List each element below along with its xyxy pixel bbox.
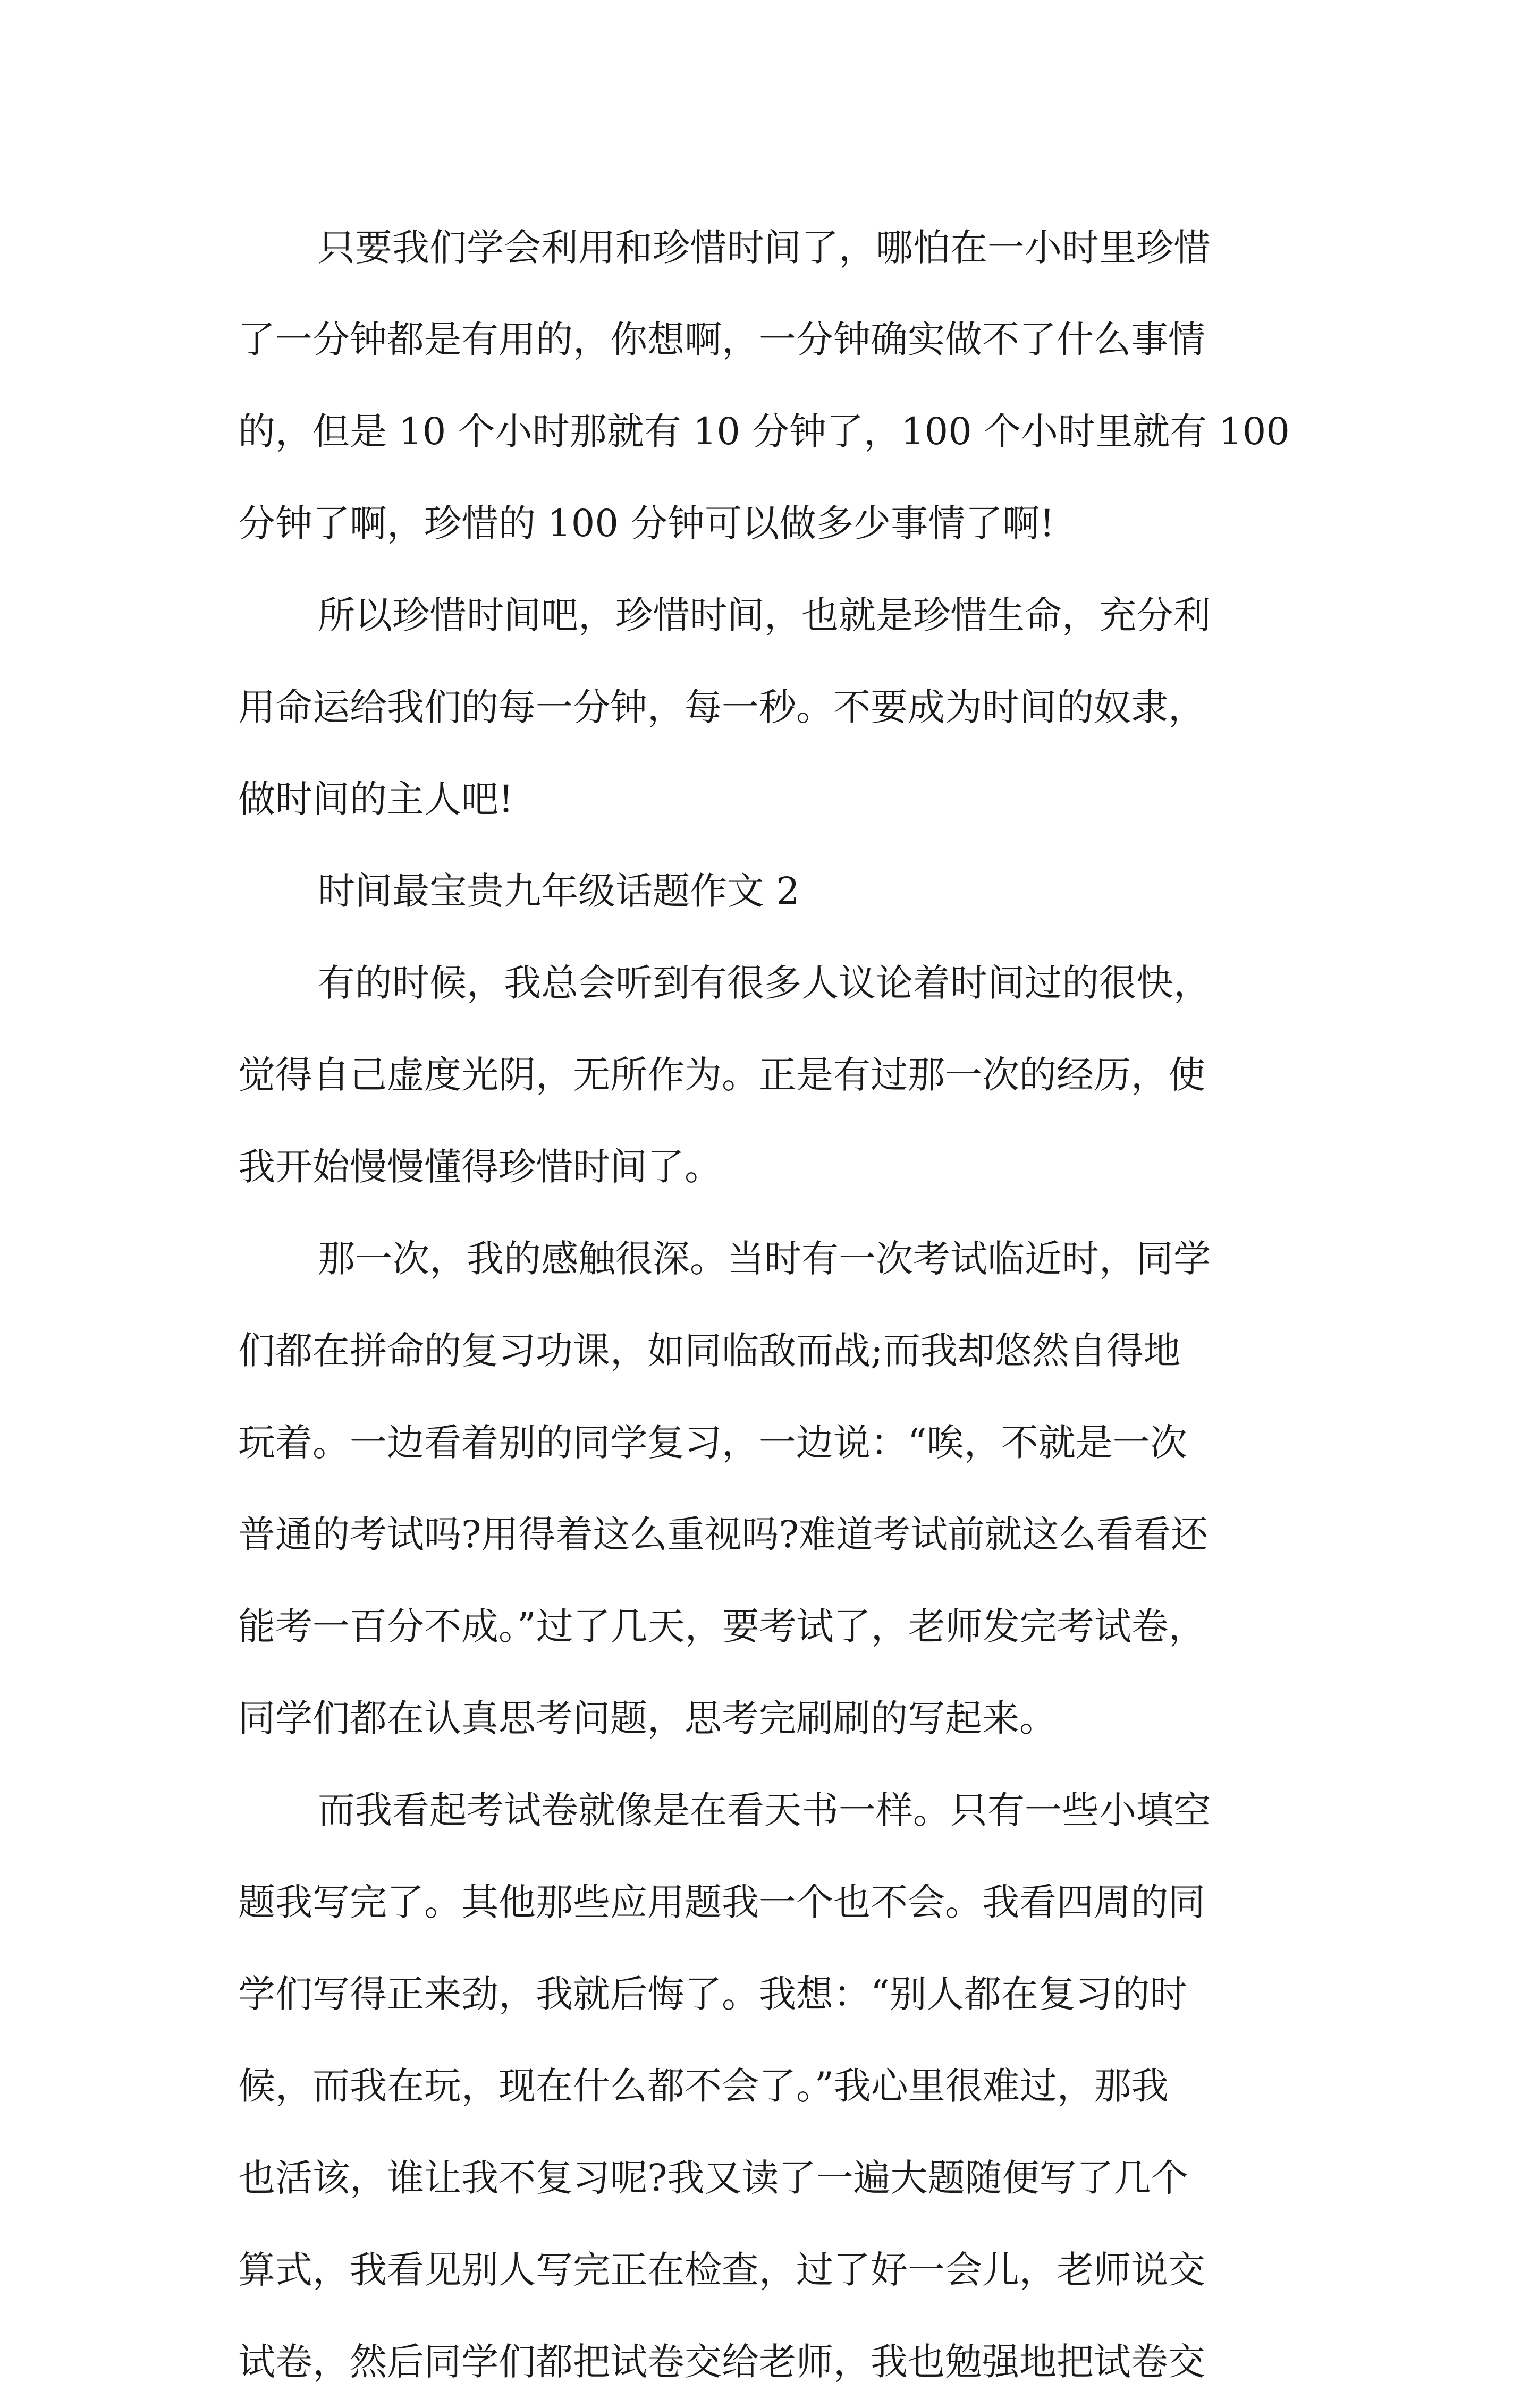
paragraph-5-line-1: 而我看起考试卷就像是在看天书一样。只有一些小填空	[318, 1788, 1211, 1832]
paragraph-5-line-6: 算式，我看见别人写完正在检查，过了好一会儿，老师说交	[238, 2248, 1205, 2292]
paragraph-1-line-4: 分钟了啊，珍惜的 100 分钟可以做多少事情了啊!	[238, 502, 1055, 545]
paragraph-4-line-3: 玩着。一边看着别的同学复习，一边说：“唉，不就是一次	[238, 1421, 1187, 1464]
paragraph-1-line-2: 了一分钟都是有用的，你想啊，一分钟确实做不了什么事情	[238, 318, 1205, 361]
essay-title: 时间最宝贵九年级话题作文 2	[318, 869, 800, 913]
paragraph-1-line-3: 的，但是 10 个小时那就有 10 分钟了，100 个小时里就有 100	[238, 410, 1290, 453]
paragraph-1-line-1: 只要我们学会利用和珍惜时间了，哪怕在一小时里珍惜	[318, 226, 1211, 269]
paragraph-4-line-6: 同学们都在认真思考问题，思考完刷刷的写起来。	[238, 1697, 1057, 1740]
paragraph-2-line-3: 做时间的主人吧!	[238, 777, 514, 821]
paragraph-4-line-1: 那一次，我的感触很深。当时有一次考试临近时，同学	[318, 1237, 1211, 1281]
paragraph-5-line-2: 题我写完了。其他那些应用题我一个也不会。我看四周的同	[238, 1880, 1205, 1924]
paragraph-5-line-3: 学们写得正来劲，我就后悔了。我想：“别人都在复习的时	[238, 1972, 1187, 2016]
paragraph-5-line-7: 试卷，然后同学们都把试卷交给老师，我也勉强地把试卷交	[238, 2340, 1205, 2384]
paragraph-5-line-5: 也活该，谁让我不复习呢?我又读了一遍大题随便写了几个	[238, 2156, 1188, 2200]
paragraph-5-line-4: 候，而我在玩，现在什么都不会了。”我心里很难过，那我	[238, 2064, 1169, 2108]
paragraph-3-line-1: 有的时候，我总会听到有很多人议论着时间过的很快，	[318, 961, 1211, 1005]
paragraph-2-line-2: 用命运给我们的每一分钟，每一秒。不要成为时间的奴隶，	[238, 685, 1205, 729]
paragraph-4-line-4: 普通的考试吗?用得着这么重视吗?难道考试前就这么看看还	[238, 1513, 1209, 1556]
paragraph-4-line-2: 们都在拼命的复习功课，如同临敌而战;而我却悠然自得地	[238, 1329, 1181, 1372]
paragraph-3-line-2: 觉得自己虚度光阴，无所作为。正是有过那一次的经历，使	[238, 1053, 1205, 1097]
essay-body	[238, 202, 1306, 2408]
paragraph-2-line-1: 所以珍惜时间吧，珍惜时间，也就是珍惜生命，充分利	[318, 593, 1211, 637]
paragraph-4-line-5: 能考一百分不成。”过了几天，要考试了，老师发完考试卷，	[238, 1605, 1206, 1648]
paragraph-3-line-3: 我开始慢慢懂得珍惜时间了。	[238, 1145, 722, 1189]
